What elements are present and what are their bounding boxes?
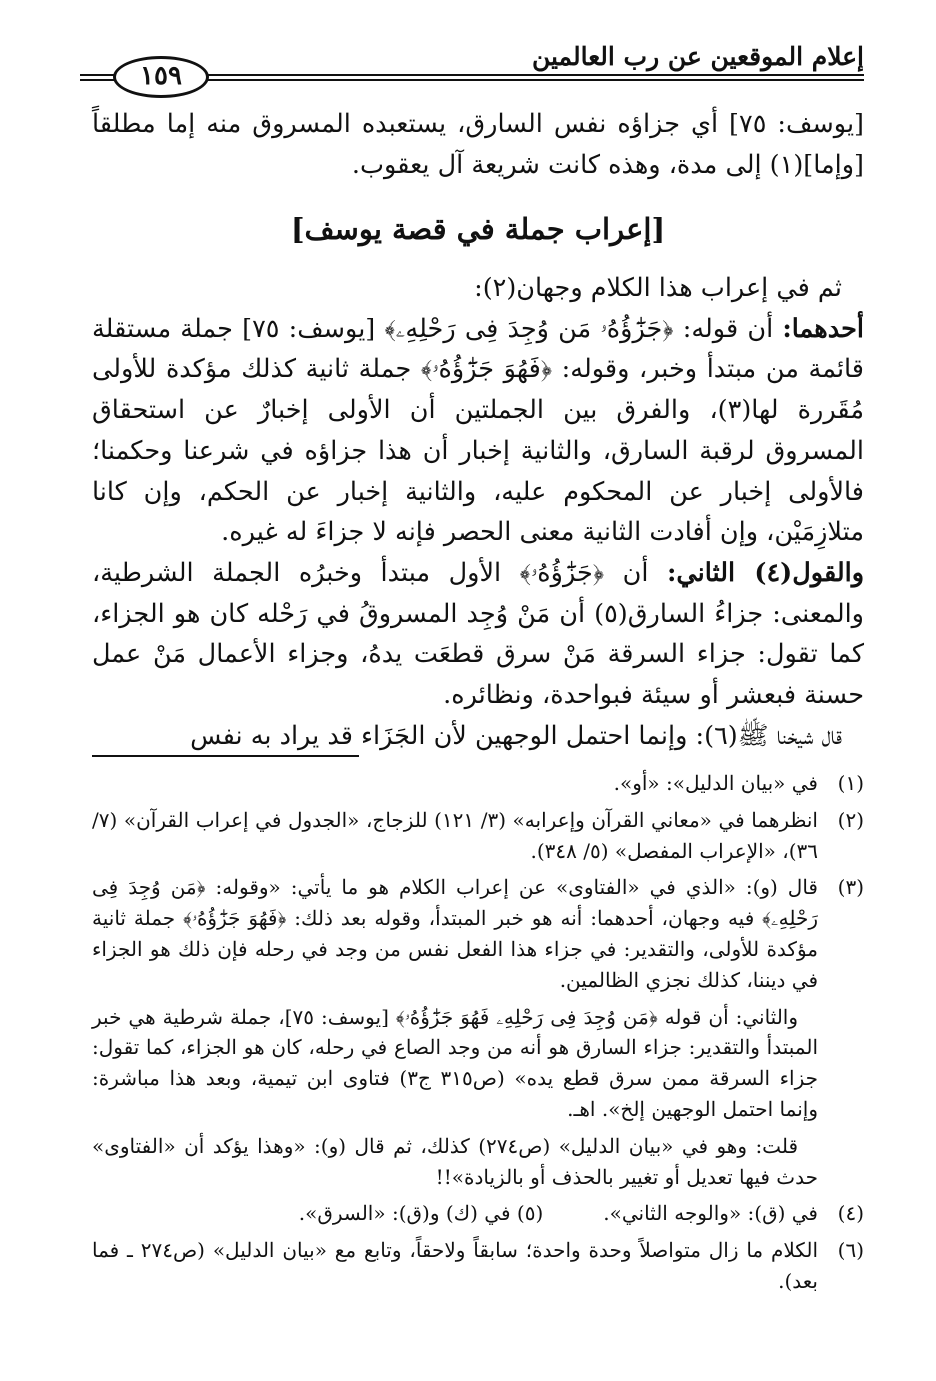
footnote-1 bbox=[92, 768, 864, 799]
footnote-number: (٤) bbox=[837, 1201, 864, 1226]
second-way-text: أن ﴿جَزَٰٓؤُهُۥ﴾ الأول مبتدأ وخبرُه الجملة الشرطية، والمعنى: جزاءُ السارق(٥) أن مَنْ وُجِد المسروقُ في رَحْله كان هو الجزاء، كما تقول: جزاء السرقة مَنْ سرق قطعَت يدهُ، وجزاء الأعمال مَنْ عمل حسنة فبعشر أو سيئة فبواحدة، ونظائره. bbox=[92, 557, 864, 711]
footnote-number: (٦) bbox=[837, 1238, 864, 1263]
paragraph-intro-two-ways: ثم في إعراب هذا الكلام وجهان(٢): bbox=[474, 273, 842, 303]
footnote-number: (٣) bbox=[837, 875, 864, 900]
footnotes bbox=[92, 768, 864, 1297]
footnote-5 bbox=[299, 1198, 544, 1229]
page-number: ١٥٩ bbox=[113, 56, 209, 98]
footnote-text: قال (و): «الذي في «الفتاوى» عن إعراب الكلام هو ما يأتي: «وقوله: ﴿مَن وُجِدَ فِى رَحْلِهِۦ﴾ فيه وجهان، أحدهما: أنه هو خبر المبتدأ، وقوله بعد ذلك: ﴿فَهُوَ جَزَٰٓؤُهُۥ﴾ جملة ثانية مؤكدة للأولى، والتقدير: في جزاء هذا الفعل نفس من وجد في رحله فإن ذلك هو الجزاء في ديننا، كذلك نجزي الظالمين. bbox=[92, 875, 818, 992]
paragraph-second-way bbox=[92, 553, 864, 716]
second-way-label: والقول(٤) الثاني: bbox=[667, 557, 865, 588]
footnote-number: (٥) bbox=[516, 1201, 544, 1226]
footnote-text: في (ق): «والوجه الثاني». bbox=[603, 1201, 818, 1226]
first-way-text: أن قوله: ﴿جَزَٰٓؤُهُۥ مَن وُجِدَ فِى رَحْلِهِۦ﴾ [يوسف: ٧٥] جملة مستقلة قائمة من مبتدأ وخبر، وقوله: ﴿فَهُوَ جَزَٰٓؤُهُۥ﴾ جملة ثانية كذلك مؤكدة للأولى مُقَررة لها(٣)، والفرق بين الجملتين أن الأولى إخبارٌ عن استحقاق المسروق لرقبة السارق، والثانية إخبار أن هذا جزاؤه في شرعنا وحكمنا؛ فالأولى إخبار عن المحكوم عليه، والثانية إخبار عن الحكم، وإن كانا متلازِمَيْن، وإن أفادت الثانية معنى الحصر فإنه لا جزاءَ له غيره. bbox=[92, 313, 864, 548]
footnote-text: في (ك) و(ق): «السرق». bbox=[298, 1201, 511, 1226]
footnote-text-second-way: والثاني: أن قوله ﴿مَن وُجِدَ فِى رَحْلِهِۦ فَهُوَ جَزَٰٓؤُهُۥ﴾ [يوسف: ٧٥]، جملة شرطية هي خبر المبتدأ والتقدير: جزاء السارق هو أنه من وجد الصاع في رحله، كان هو الجزاء، كما تقول: جزاء السرقة ممن سرق قطع يده» (ص٣١٥ ج٣) فتاوى ابن تيمية، وبعد هذا مباشرة: وإنما احتمل الوجهين إلخ». اهـ. bbox=[92, 1004, 819, 1121]
footnote-text: انظرهما في «معاني القرآن وإعرابه» (٣/ ١٢١) للزجاج، «الجدول في إعراب القرآن» (٧/ ٣٦)، «الإعراب المفصل» (٥/ ٣٤٨). bbox=[92, 807, 818, 863]
intro-paragraph-block bbox=[92, 104, 864, 185]
paragraph-first-way bbox=[92, 309, 864, 553]
footnote-3 bbox=[92, 872, 864, 1192]
footnote-text: في «بيان الدليل»: «أو». bbox=[613, 771, 818, 795]
paragraph-sheikh-quote: قال شيخنا ﷺ(٦): وإنما احتمل الوجهين لأن الجَزَاء قد يراد به نفس bbox=[190, 720, 842, 751]
running-header-title: إعلام الموقعين عن رب العالمين bbox=[531, 42, 864, 71]
section-heading: [إعراب جملة في قصة يوسف] bbox=[290, 212, 666, 246]
footnote-text: الكلام ما زال متواصلاً وحدة واحدة؛ سابقاً ولاحقاً، وتابع مع «بيان الدليل» (ص٢٧٤ ـ فما بعد). bbox=[92, 1238, 818, 1293]
footnote-2 bbox=[92, 805, 864, 867]
first-way-label: أحدهما: bbox=[782, 313, 864, 344]
intro-paragraph: [يوسف: ٧٥] أي جزاؤه نفس السارق، يستعبده المسروق منه إما مطلقاً [وإما](١) إلى مدة، وهذه كانت شريعة آل يعقوب. bbox=[92, 109, 864, 180]
main-text bbox=[92, 268, 864, 756]
footnote-4-5 bbox=[92, 1198, 864, 1229]
footnote-6 bbox=[92, 1235, 864, 1297]
footnote-separator bbox=[92, 755, 359, 757]
footnote-number: (١) bbox=[837, 771, 864, 795]
footnote-text-editor-note: قلت: وهو في «بيان الدليل» (ص٢٧٤) كذلك، ثم قال (و): «وهذا يؤكد أن «الفتاوى» حدث فيها تعديل أو تغيير بالحذف أو بالزيادة»!! bbox=[92, 1133, 818, 1189]
footnote-number: (٢) bbox=[837, 807, 864, 832]
